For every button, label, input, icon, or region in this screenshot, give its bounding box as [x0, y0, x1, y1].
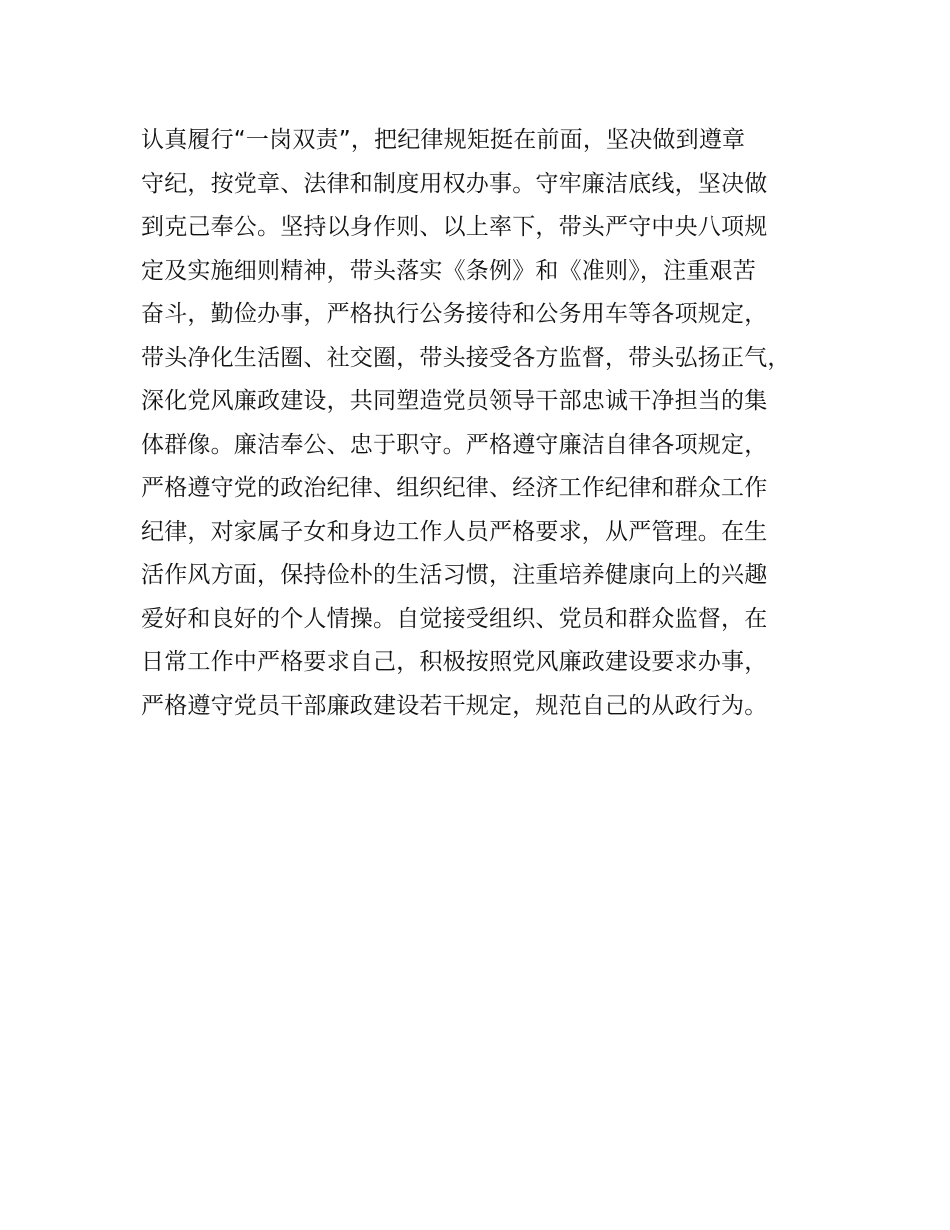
text-line: 严格遵守党的政治纪律、组织纪律、经济工作纪律和群众工作	[141, 475, 768, 501]
text-line: 到克己奉公。坚持以身作则、以上率下，带头严守中央八项规	[141, 214, 768, 240]
text-line: 带头净化生活圈、社交圈，带头接受各方监督，带头弘扬正气，	[141, 344, 791, 371]
text-line: 守纪，按党章、法律和制度用权办事。守牢廉洁底线，坚决做	[141, 170, 768, 197]
text-line: 纪律，对家属子女和身边工作人员严格要求，从严管理。在生	[141, 518, 768, 545]
text-line: 爱好和良好的个人情操。自觉接受组织、党员和群众监督，在	[141, 605, 768, 632]
text-line: 日常工作中严格要求自己，积极按照党风廉政建设要求办事，	[141, 649, 768, 675]
text-line: 定及实施细则精神，带头落实《条例》和《准则》，注重艰苦	[141, 257, 756, 284]
text-line: 体群像。廉洁奉公、忠于职守。严格遵守廉洁自律各项规定，	[141, 431, 768, 458]
text-line: 深化党风廉政建设，共同塑造党员领导干部忠诚干净担当的集	[141, 388, 768, 414]
body-paragraph	[141, 119, 841, 728]
text-line: 严格遵守党员干部廉政建设若干规定，规范自己的从政行为。	[141, 692, 768, 719]
text-line: 活作风方面，保持俭朴的生活习惯，注重培养健康向上的兴趣	[141, 562, 768, 588]
text-line: 奋斗，勤俭办事，严格执行公务接待和公务用车等各项规定，	[141, 301, 768, 327]
text-line: 认真履行“一岗双责”，把纪律规矩挺在前面，坚决做到遵章	[141, 127, 746, 153]
